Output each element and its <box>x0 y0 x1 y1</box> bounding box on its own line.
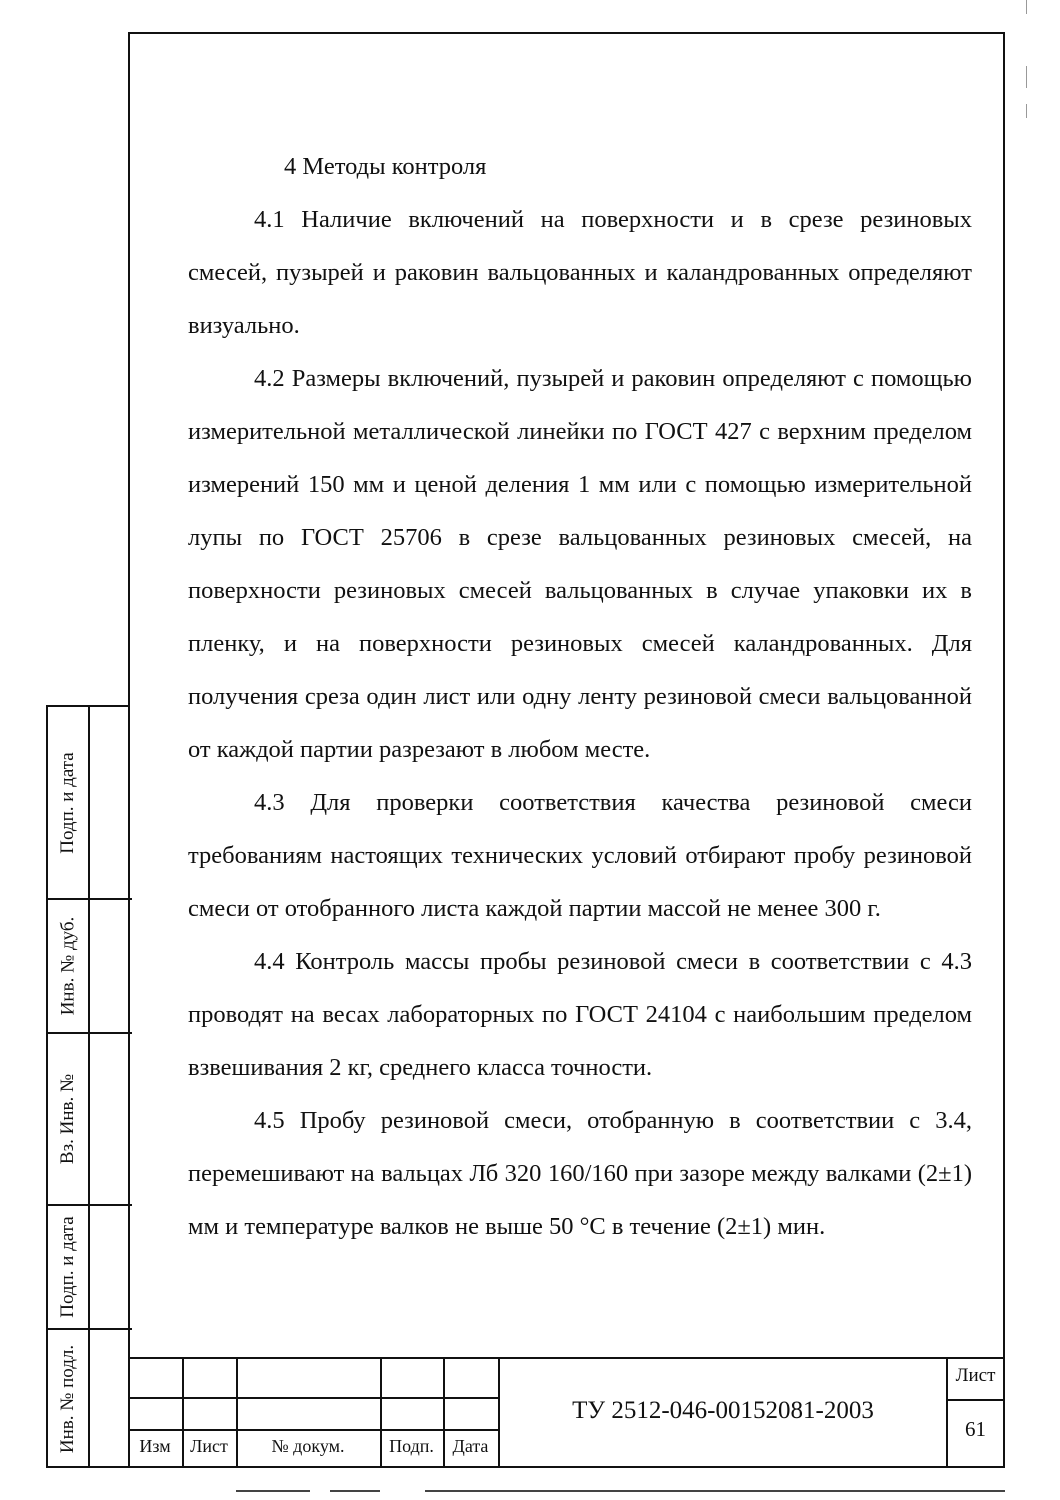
document-code: ТУ 2512-046-00152081-2003 <box>572 1397 874 1424</box>
title-block <box>128 1357 1005 1468</box>
title-block-line <box>128 1429 498 1431</box>
column-izm: Изм <box>139 1436 171 1456</box>
side-cell-sign-date-2 <box>48 1206 132 1330</box>
column-list: Лист <box>190 1436 228 1456</box>
paragraph-4-4: 4.4 Контроль массы пробы резиновой смеси в соответствии с 4.3 проводят на весах лабораторных по ГОСТ 24104 с наибольшим пределом взвешивания 2 кг, среднего класса точности. <box>188 948 972 1081</box>
document-body <box>188 140 972 1253</box>
scan-edge-line <box>330 1490 380 1492</box>
side-cell-orig-inv <box>48 1330 132 1468</box>
scan-edge-marks <box>1026 0 1028 120</box>
paragraph-4-5: 4.5 Пробу резиновой смеси, отобранную в соответствии с 3.4, перемешивают на вальцах Лб 320 160/160 при зазоре между валками (2±1) мм и температуре валков не выше 50 °С в течение (2±1) мин. <box>188 1107 972 1240</box>
side-label: Инв. № подл. <box>57 1344 79 1454</box>
scan-edge-line <box>236 1490 310 1492</box>
scan-edge-line <box>425 1490 1005 1492</box>
title-block-line <box>128 1397 498 1399</box>
paragraph-4-1: 4.1 Наличие включений на поверхности и в срезе резиновых смесей, пузырей и раковин вальцованных и каландрованных определяют визуально. <box>188 206 972 339</box>
paragraph-4-3: 4.3 Для проверки соответствия качества резиновой смеси требованиям настоящих технических условий отбирают пробу резиновой смеси от отобранного листа каждой партии массой не менее 300 г. <box>188 789 972 922</box>
paragraph-4-2: 4.2 Размеры включений, пузырей и раковин определяют с помощью измерительной металлической линейки по ГОСТ 427 с верхним пределом измерений 150 мм и ценой деления 1 мм или с помощью измерительной лупы по ГОСТ 25706 в срезе вальцованных резиновых смесей, на поверхности резиновых смесей вальцованных в случае упаковки их в пленку, и на поверхности резиновых смесей каландрованных. Для получения среза один лист или одну ленту резиновой смеси вальцованной от каждой партии разрезают в любом месте. <box>188 365 972 763</box>
side-label: Вз. Инв. № <box>57 1073 79 1165</box>
title-block-line <box>946 1399 1005 1401</box>
section-heading: 4 Методы контроля <box>284 153 487 180</box>
column-signature: Подп. <box>389 1436 434 1456</box>
side-label: Подп. и дата <box>57 1216 79 1318</box>
side-stamp <box>46 705 130 1468</box>
side-cell-sign-date-1 <box>48 707 132 900</box>
side-cell-replace-inv <box>48 1034 132 1206</box>
sheet-number: 61 <box>965 1417 986 1441</box>
column-doc-number: № докум. <box>271 1436 345 1456</box>
column-date: Дата <box>452 1436 489 1456</box>
sheet-label: Лист <box>955 1365 996 1386</box>
side-cell-dup-inv <box>48 900 132 1034</box>
side-label: Подп. и дата <box>57 751 79 854</box>
side-label: Инв. № дуб. <box>57 916 79 1016</box>
